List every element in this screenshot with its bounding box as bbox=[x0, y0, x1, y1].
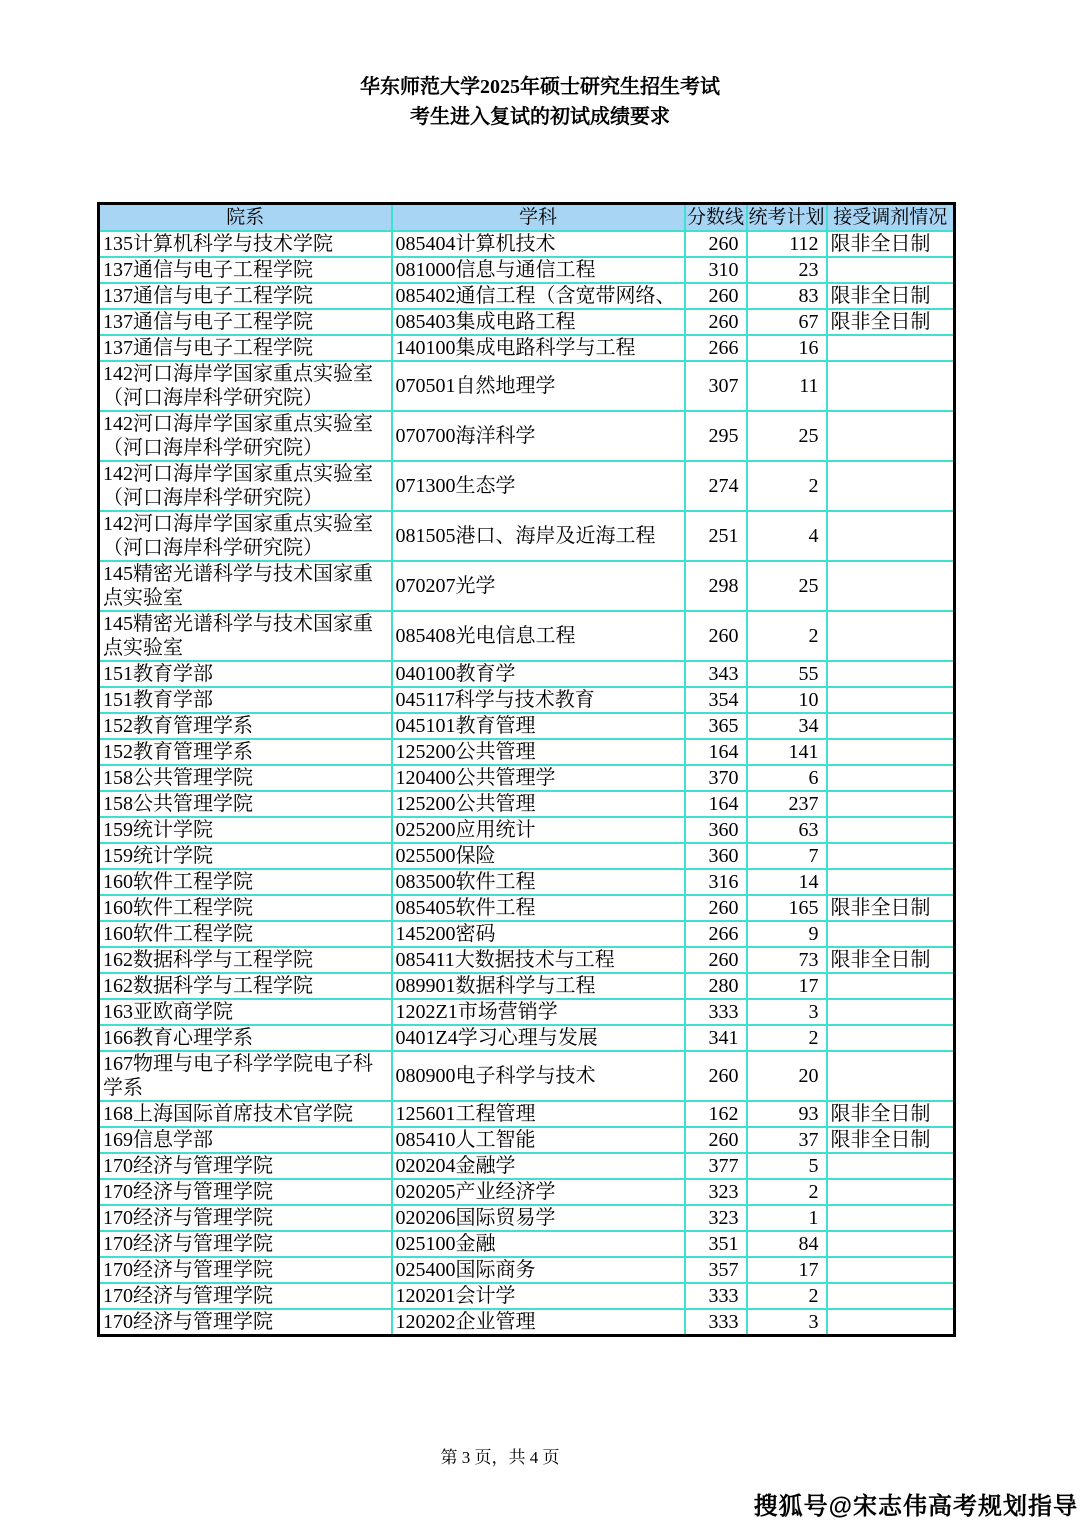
score-line-cell: 274 bbox=[685, 461, 747, 511]
transfer-status-cell bbox=[827, 1051, 955, 1101]
transfer-status-cell: 限非全日制 bbox=[827, 231, 955, 257]
subject-cell: 085402通信工程（含宽带网络、 bbox=[392, 283, 685, 309]
transfer-status-cell bbox=[827, 461, 955, 511]
score-line-cell: 260 bbox=[685, 611, 747, 661]
score-line-cell: 354 bbox=[685, 687, 747, 713]
transfer-status-cell bbox=[827, 1283, 955, 1309]
department-cell: 170经济与管理学院 bbox=[99, 1231, 392, 1257]
department-cell: 137通信与电子工程学院 bbox=[99, 309, 392, 335]
table-row bbox=[99, 611, 955, 661]
transfer-status-cell bbox=[827, 411, 955, 461]
department-cell: 159统计学院 bbox=[99, 817, 392, 843]
subject-cell: 089901数据科学与工程 bbox=[392, 973, 685, 999]
subject-cell: 080900电子科学与技术 bbox=[392, 1051, 685, 1101]
subject-cell: 020204金融学 bbox=[392, 1153, 685, 1179]
department-cell: 158公共管理学院 bbox=[99, 791, 392, 817]
department-cell: 168上海国际首席技术官学院 bbox=[99, 1101, 392, 1127]
department-cell: 160软件工程学院 bbox=[99, 895, 392, 921]
transfer-status-cell bbox=[827, 999, 955, 1025]
column-header-score-line: 分数线 bbox=[685, 204, 747, 232]
subject-cell: 085408光电信息工程 bbox=[392, 611, 685, 661]
table-row bbox=[99, 283, 955, 309]
table-row bbox=[99, 309, 955, 335]
score-line-cell: 341 bbox=[685, 1025, 747, 1051]
subject-cell: 081505港口、海岸及近海工程 bbox=[392, 511, 685, 561]
exam-plan-cell: 4 bbox=[747, 511, 827, 561]
exam-plan-cell: 2 bbox=[747, 461, 827, 511]
subject-cell: 083500软件工程 bbox=[392, 869, 685, 895]
exam-plan-cell: 3 bbox=[747, 1309, 827, 1336]
score-line-cell: 164 bbox=[685, 791, 747, 817]
table-row bbox=[99, 947, 955, 973]
exam-plan-cell: 83 bbox=[747, 283, 827, 309]
score-line-cell: 307 bbox=[685, 361, 747, 411]
transfer-status-cell bbox=[827, 1257, 955, 1283]
column-header-department: 院系 bbox=[99, 204, 392, 232]
table-row bbox=[99, 869, 955, 895]
transfer-status-cell bbox=[827, 1231, 955, 1257]
exam-plan-cell: 17 bbox=[747, 1257, 827, 1283]
score-line-cell: 280 bbox=[685, 973, 747, 999]
transfer-status-cell bbox=[827, 1179, 955, 1205]
subject-cell: 085405软件工程 bbox=[392, 895, 685, 921]
department-cell: 152教育管理学系 bbox=[99, 713, 392, 739]
exam-plan-cell: 3 bbox=[747, 999, 827, 1025]
transfer-status-cell bbox=[827, 687, 955, 713]
exam-plan-cell: 55 bbox=[747, 661, 827, 687]
table-row bbox=[99, 661, 955, 687]
exam-plan-cell: 10 bbox=[747, 687, 827, 713]
exam-plan-cell: 7 bbox=[747, 843, 827, 869]
transfer-status-cell: 限非全日制 bbox=[827, 1127, 955, 1153]
table-row bbox=[99, 461, 955, 511]
table-row bbox=[99, 713, 955, 739]
transfer-status-cell bbox=[827, 921, 955, 947]
page-number: 第 3 页，共 4 页 bbox=[440, 1448, 560, 1467]
table-row bbox=[99, 973, 955, 999]
transfer-status-cell bbox=[827, 791, 955, 817]
transfer-status-cell bbox=[827, 739, 955, 765]
score-line-cell: 323 bbox=[685, 1179, 747, 1205]
score-line-cell: 260 bbox=[685, 1127, 747, 1153]
subject-cell: 025200应用统计 bbox=[392, 817, 685, 843]
transfer-status-cell bbox=[827, 973, 955, 999]
transfer-status-cell bbox=[827, 661, 955, 687]
exam-plan-cell: 34 bbox=[747, 713, 827, 739]
exam-plan-cell: 6 bbox=[747, 765, 827, 791]
department-cell: 142河口海岸学国家重点实验室（河口海岸科学研究院） bbox=[99, 361, 392, 411]
department-cell: 162数据科学与工程学院 bbox=[99, 947, 392, 973]
table-row bbox=[99, 687, 955, 713]
department-cell: 137通信与电子工程学院 bbox=[99, 335, 392, 361]
admission-score-table bbox=[97, 202, 956, 1337]
department-cell: 151教育学部 bbox=[99, 687, 392, 713]
subject-cell: 081000信息与通信工程 bbox=[392, 257, 685, 283]
exam-plan-cell: 2 bbox=[747, 611, 827, 661]
exam-plan-cell: 141 bbox=[747, 739, 827, 765]
subject-cell: 145200密码 bbox=[392, 921, 685, 947]
department-cell: 160软件工程学院 bbox=[99, 869, 392, 895]
subject-cell: 125200公共管理 bbox=[392, 791, 685, 817]
department-cell: 170经济与管理学院 bbox=[99, 1283, 392, 1309]
score-line-cell: 260 bbox=[685, 947, 747, 973]
table-row bbox=[99, 1205, 955, 1231]
table-row bbox=[99, 511, 955, 561]
transfer-status-cell bbox=[827, 817, 955, 843]
table-row bbox=[99, 1179, 955, 1205]
subject-cell: 085411大数据技术与工程 bbox=[392, 947, 685, 973]
exam-plan-cell: 93 bbox=[747, 1101, 827, 1127]
department-cell: 137通信与电子工程学院 bbox=[99, 283, 392, 309]
department-cell: 142河口海岸学国家重点实验室（河口海岸科学研究院） bbox=[99, 511, 392, 561]
exam-plan-cell: 11 bbox=[747, 361, 827, 411]
department-cell: 137通信与电子工程学院 bbox=[99, 257, 392, 283]
score-line-cell: 162 bbox=[685, 1101, 747, 1127]
score-line-cell: 266 bbox=[685, 335, 747, 361]
subject-cell: 025500保险 bbox=[392, 843, 685, 869]
exam-plan-cell: 84 bbox=[747, 1231, 827, 1257]
subject-cell: 045117科学与技术教育 bbox=[392, 687, 685, 713]
score-line-cell: 360 bbox=[685, 817, 747, 843]
table-row bbox=[99, 1127, 955, 1153]
table-row bbox=[99, 1153, 955, 1179]
department-cell: 163亚欧商学院 bbox=[99, 999, 392, 1025]
department-cell: 170经济与管理学院 bbox=[99, 1179, 392, 1205]
subject-cell: 125200公共管理 bbox=[392, 739, 685, 765]
subject-cell: 020205产业经济学 bbox=[392, 1179, 685, 1205]
department-cell: 142河口海岸学国家重点实验室（河口海岸科学研究院） bbox=[99, 461, 392, 511]
subject-cell: 0401Z4学习心理与发展 bbox=[392, 1025, 685, 1051]
subject-cell: 140100集成电路科学与工程 bbox=[392, 335, 685, 361]
transfer-status-cell bbox=[827, 361, 955, 411]
department-cell: 145精密光谱科学与技术国家重点实验室 bbox=[99, 561, 392, 611]
table-row bbox=[99, 1101, 955, 1127]
transfer-status-cell: 限非全日制 bbox=[827, 895, 955, 921]
exam-plan-cell: 1 bbox=[747, 1205, 827, 1231]
table-row bbox=[99, 1283, 955, 1309]
score-line-cell: 377 bbox=[685, 1153, 747, 1179]
transfer-status-cell bbox=[827, 611, 955, 661]
table-row bbox=[99, 791, 955, 817]
column-header-subject: 学科 bbox=[392, 204, 685, 232]
score-line-cell: 351 bbox=[685, 1231, 747, 1257]
exam-plan-cell: 14 bbox=[747, 869, 827, 895]
table-row bbox=[99, 739, 955, 765]
score-line-cell: 295 bbox=[685, 411, 747, 461]
transfer-status-cell bbox=[827, 511, 955, 561]
department-cell: 159统计学院 bbox=[99, 843, 392, 869]
table-row bbox=[99, 895, 955, 921]
table-row bbox=[99, 765, 955, 791]
subject-cell: 120201会计学 bbox=[392, 1283, 685, 1309]
score-line-cell: 260 bbox=[685, 231, 747, 257]
department-cell: 160软件工程学院 bbox=[99, 921, 392, 947]
exam-plan-cell: 63 bbox=[747, 817, 827, 843]
subject-cell: 125601工程管理 bbox=[392, 1101, 685, 1127]
score-line-cell: 323 bbox=[685, 1205, 747, 1231]
transfer-status-cell bbox=[827, 713, 955, 739]
subject-cell: 071300生态学 bbox=[392, 461, 685, 511]
subject-cell: 020206国际贸易学 bbox=[392, 1205, 685, 1231]
table-row bbox=[99, 231, 955, 257]
transfer-status-cell bbox=[827, 1025, 955, 1051]
exam-plan-cell: 5 bbox=[747, 1153, 827, 1179]
score-line-cell: 260 bbox=[685, 283, 747, 309]
transfer-status-cell: 限非全日制 bbox=[827, 283, 955, 309]
subject-cell: 025100金融 bbox=[392, 1231, 685, 1257]
title-line-2: 考生进入复试的初试成绩要求 bbox=[410, 106, 670, 128]
department-cell: 152教育管理学系 bbox=[99, 739, 392, 765]
transfer-status-cell bbox=[827, 765, 955, 791]
table-row bbox=[99, 999, 955, 1025]
watermark-text: 搜狐号@宋志伟高考规划指导 bbox=[753, 1493, 1078, 1520]
score-line-cell: 310 bbox=[685, 257, 747, 283]
subject-cell: 1202Z1市场营销学 bbox=[392, 999, 685, 1025]
subject-cell: 070207光学 bbox=[392, 561, 685, 611]
department-cell: 158公共管理学院 bbox=[99, 765, 392, 791]
subject-cell: 045101教育管理 bbox=[392, 713, 685, 739]
department-cell: 135计算机科学与技术学院 bbox=[99, 231, 392, 257]
document-title bbox=[0, 0, 1080, 132]
exam-plan-cell: 2 bbox=[747, 1179, 827, 1205]
exam-plan-cell: 37 bbox=[747, 1127, 827, 1153]
table-row bbox=[99, 1025, 955, 1051]
transfer-status-cell bbox=[827, 561, 955, 611]
transfer-status-cell bbox=[827, 1153, 955, 1179]
transfer-status-cell bbox=[827, 335, 955, 361]
header-row bbox=[99, 204, 955, 232]
department-cell: 145精密光谱科学与技术国家重点实验室 bbox=[99, 611, 392, 661]
score-line-cell: 343 bbox=[685, 661, 747, 687]
score-line-cell: 298 bbox=[685, 561, 747, 611]
subject-cell: 040100教育学 bbox=[392, 661, 685, 687]
exam-plan-cell: 23 bbox=[747, 257, 827, 283]
exam-plan-cell: 17 bbox=[747, 973, 827, 999]
column-header-transfer-status: 接受调剂情况 bbox=[827, 204, 955, 232]
transfer-status-cell bbox=[827, 843, 955, 869]
score-line-cell: 333 bbox=[685, 1309, 747, 1336]
exam-plan-cell: 20 bbox=[747, 1051, 827, 1101]
department-cell: 169信息学部 bbox=[99, 1127, 392, 1153]
score-line-cell: 260 bbox=[685, 895, 747, 921]
table-row bbox=[99, 817, 955, 843]
table-row bbox=[99, 335, 955, 361]
exam-plan-cell: 2 bbox=[747, 1283, 827, 1309]
exam-plan-cell: 112 bbox=[747, 231, 827, 257]
score-line-cell: 365 bbox=[685, 713, 747, 739]
department-cell: 142河口海岸学国家重点实验室（河口海岸科学研究院） bbox=[99, 411, 392, 461]
table-body bbox=[99, 231, 955, 1336]
score-line-cell: 266 bbox=[685, 921, 747, 947]
score-line-cell: 360 bbox=[685, 843, 747, 869]
score-line-cell: 333 bbox=[685, 999, 747, 1025]
subject-cell: 070501自然地理学 bbox=[392, 361, 685, 411]
department-cell: 170经济与管理学院 bbox=[99, 1205, 392, 1231]
transfer-status-cell bbox=[827, 257, 955, 283]
table-row bbox=[99, 1309, 955, 1336]
subject-cell: 085404计算机技术 bbox=[392, 231, 685, 257]
score-line-cell: 333 bbox=[685, 1283, 747, 1309]
table-row bbox=[99, 411, 955, 461]
exam-plan-cell: 9 bbox=[747, 921, 827, 947]
exam-plan-cell: 73 bbox=[747, 947, 827, 973]
transfer-status-cell: 限非全日制 bbox=[827, 1101, 955, 1127]
exam-plan-cell: 25 bbox=[747, 411, 827, 461]
exam-plan-cell: 237 bbox=[747, 791, 827, 817]
exam-plan-cell: 165 bbox=[747, 895, 827, 921]
title-line-1: 华东师范大学2025年硕士研究生招生考试 bbox=[360, 76, 720, 98]
score-line-cell: 260 bbox=[685, 309, 747, 335]
department-cell: 151教育学部 bbox=[99, 661, 392, 687]
column-header-exam-plan: 统考计划 bbox=[747, 204, 827, 232]
department-cell: 170经济与管理学院 bbox=[99, 1309, 392, 1336]
score-line-cell: 251 bbox=[685, 511, 747, 561]
exam-plan-cell: 67 bbox=[747, 309, 827, 335]
exam-plan-cell: 16 bbox=[747, 335, 827, 361]
table-row bbox=[99, 1257, 955, 1283]
score-line-cell: 357 bbox=[685, 1257, 747, 1283]
transfer-status-cell bbox=[827, 1205, 955, 1231]
table-row bbox=[99, 843, 955, 869]
subject-cell: 025400国际商务 bbox=[392, 1257, 685, 1283]
score-line-cell: 370 bbox=[685, 765, 747, 791]
score-line-cell: 260 bbox=[685, 1051, 747, 1101]
table-row bbox=[99, 257, 955, 283]
department-cell: 166教育心理学系 bbox=[99, 1025, 392, 1051]
table-row bbox=[99, 1231, 955, 1257]
score-line-cell: 164 bbox=[685, 739, 747, 765]
table-row bbox=[99, 561, 955, 611]
department-cell: 170经济与管理学院 bbox=[99, 1153, 392, 1179]
table-row bbox=[99, 1051, 955, 1101]
transfer-status-cell bbox=[827, 869, 955, 895]
subject-cell: 085410人工智能 bbox=[392, 1127, 685, 1153]
subject-cell: 120400公共管理学 bbox=[392, 765, 685, 791]
table-header bbox=[99, 204, 955, 232]
subject-cell: 070700海洋科学 bbox=[392, 411, 685, 461]
transfer-status-cell bbox=[827, 1309, 955, 1336]
exam-plan-cell: 2 bbox=[747, 1025, 827, 1051]
table-row bbox=[99, 361, 955, 411]
subject-cell: 085403集成电路工程 bbox=[392, 309, 685, 335]
exam-plan-cell: 25 bbox=[747, 561, 827, 611]
transfer-status-cell: 限非全日制 bbox=[827, 947, 955, 973]
table-row bbox=[99, 921, 955, 947]
department-cell: 162数据科学与工程学院 bbox=[99, 973, 392, 999]
department-cell: 170经济与管理学院 bbox=[99, 1257, 392, 1283]
department-cell: 167物理与电子科学学院电子科学系 bbox=[99, 1051, 392, 1101]
subject-cell: 120202企业管理 bbox=[392, 1309, 685, 1336]
score-line-cell: 316 bbox=[685, 869, 747, 895]
transfer-status-cell: 限非全日制 bbox=[827, 309, 955, 335]
